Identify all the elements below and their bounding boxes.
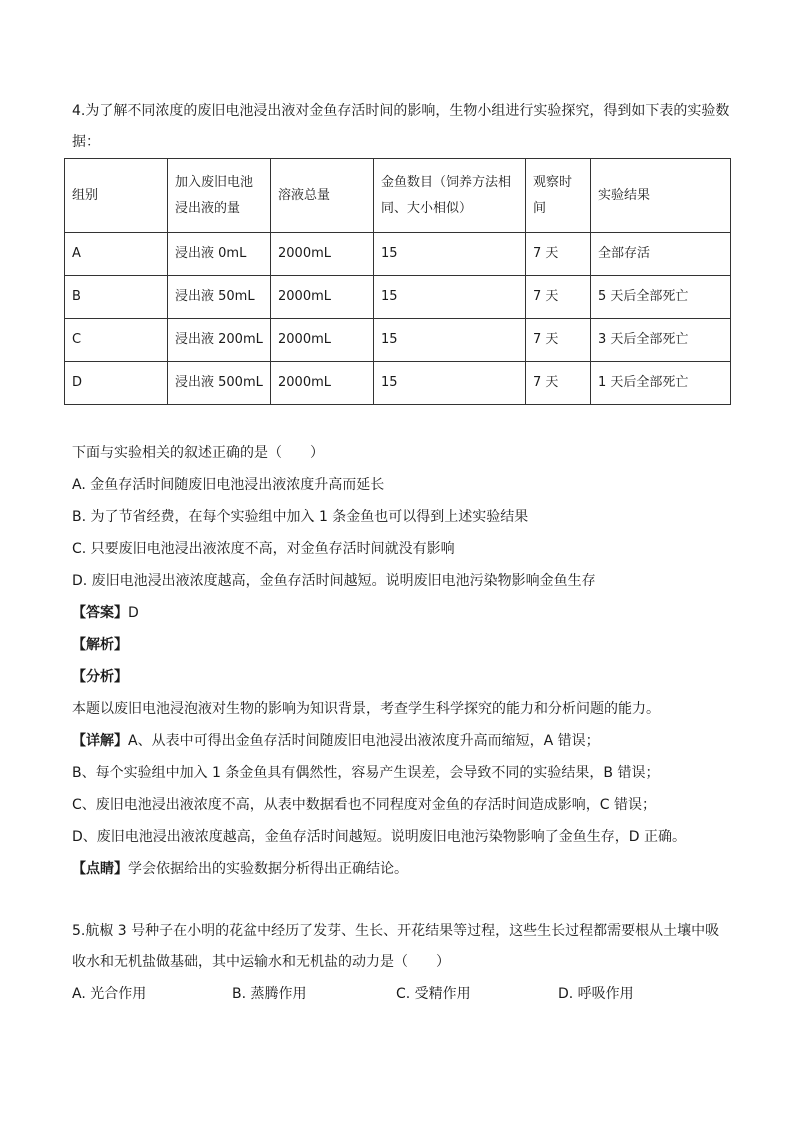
answer-value: D xyxy=(128,605,139,621)
table-cell: C xyxy=(65,319,168,362)
detail-line: B、每个实验组中加入 1 条金鱼具有偶然性，容易产生误差，会导致不同的实验结果，B 错误； xyxy=(72,765,660,781)
fenxi-text: 本题以废旧电池浸泡液对生物的影响为知识背景，考查学生科学探究的能力和分析问题的能力。 xyxy=(72,701,660,717)
option-c: C. 受精作用 xyxy=(396,986,471,1002)
table-row xyxy=(65,233,731,276)
table-cell: 2000mL xyxy=(271,319,374,362)
table-cell: 7 天 xyxy=(526,319,591,362)
question-5-options xyxy=(72,983,712,1005)
table-header-cell: 观察时间 xyxy=(526,159,591,233)
table-cell: 15 xyxy=(374,233,526,276)
fenxi-label: 【分析】 xyxy=(72,669,128,685)
table-cell: 全部存活 xyxy=(591,233,731,276)
option-c: C. 只要废旧电池浸出液浓度不高，对金鱼存活时间就没有影响 xyxy=(72,541,455,557)
table-cell: 15 xyxy=(374,276,526,319)
table-header-cell: 溶液总量 xyxy=(271,159,374,233)
question-4-prompt: 下面与实验相关的叙述正确的是（ ） xyxy=(72,445,324,461)
table-header-row xyxy=(65,159,731,233)
table-cell: D xyxy=(65,362,168,405)
answer-label: 【答案】 xyxy=(72,605,128,621)
option-a: A. 金鱼存活时间随废旧电池浸出液浓度升高而延长 xyxy=(72,477,385,493)
detail-label: 【详解】 xyxy=(72,733,128,749)
experiment-data-table xyxy=(64,158,731,405)
dianjing-text: 学会依据给出的实验数据分析得出正确结论。 xyxy=(128,861,408,877)
table-cell: B xyxy=(65,276,168,319)
table-header-cell: 加入废旧电池浸出液的量 xyxy=(168,159,271,233)
table-cell: A xyxy=(65,233,168,276)
dianjing-label: 【点睛】 xyxy=(72,861,128,877)
table-cell: 浸出液 50mL xyxy=(168,276,271,319)
table-cell: 5 天后全部死亡 xyxy=(591,276,731,319)
table-header-cell: 组别 xyxy=(65,159,168,233)
option-a: A. 光合作用 xyxy=(72,986,147,1002)
table-cell: 3 天后全部死亡 xyxy=(591,319,731,362)
table-cell: 7 天 xyxy=(526,233,591,276)
table-cell: 7 天 xyxy=(526,362,591,405)
table-row xyxy=(65,319,731,362)
detail-text: A、从表中可得出金鱼存活时间随废旧电池浸出液浓度升高而缩短，A 错误； xyxy=(128,733,600,749)
table-row xyxy=(65,362,731,405)
dianjing-line xyxy=(72,859,408,879)
detail-line: C、废旧电池浸出液浓度不高，从表中数据看也不同程度对金鱼的存活时间造成影响，C 错误； xyxy=(72,797,656,813)
option-d: D. 呼吸作用 xyxy=(558,986,634,1002)
question-4-stem: 4.为了解不同浓度的废旧电池浸出液对金鱼存活时间的影响，生物小组进行实验探究，得到如下表的实验数据： xyxy=(72,103,730,150)
table-header-cell: 实验结果 xyxy=(591,159,731,233)
table-cell: 7 天 xyxy=(526,276,591,319)
table-cell: 15 xyxy=(374,319,526,362)
detail-line: D、废旧电池浸出液浓度越高，金鱼存活时间越短。说明废旧电池污染物影响了金鱼生存，D 正确。 xyxy=(72,829,687,845)
option-b: B. 蒸腾作用 xyxy=(232,986,307,1002)
analysis-label: 【解析】 xyxy=(72,637,128,653)
detail-line xyxy=(72,731,600,751)
table-cell: 浸出液 500mL xyxy=(168,362,271,405)
table-cell: 15 xyxy=(374,362,526,405)
table-row xyxy=(65,276,731,319)
option-d: D. 废旧电池浸出液浓度越高，金鱼存活时间越短。说明废旧电池污染物影响金鱼生存 xyxy=(72,573,596,589)
table-cell: 浸出液 0mL xyxy=(168,233,271,276)
table-cell: 2000mL xyxy=(271,362,374,405)
answer-line xyxy=(72,603,139,623)
table-cell: 2000mL xyxy=(271,233,374,276)
table-cell: 浸出液 200mL xyxy=(168,319,271,362)
table-cell: 1 天后全部死亡 xyxy=(591,362,731,405)
question-5-stem: 5.航椒 3 号种子在小明的花盆中经历了发芽、生长、开花结果等过程，这些生长过程都需要根从土壤中吸收水和无机盐做基础，其中运输水和无机盐的动力是（ ） xyxy=(72,923,720,970)
table-cell: 2000mL xyxy=(271,276,374,319)
table-header-cell: 金鱼数目（饲养方法相同、大小相似） xyxy=(374,159,526,233)
option-b: B. 为了节省经费，在每个实验组中加入 1 条金鱼也可以得到上述实验结果 xyxy=(72,509,529,525)
